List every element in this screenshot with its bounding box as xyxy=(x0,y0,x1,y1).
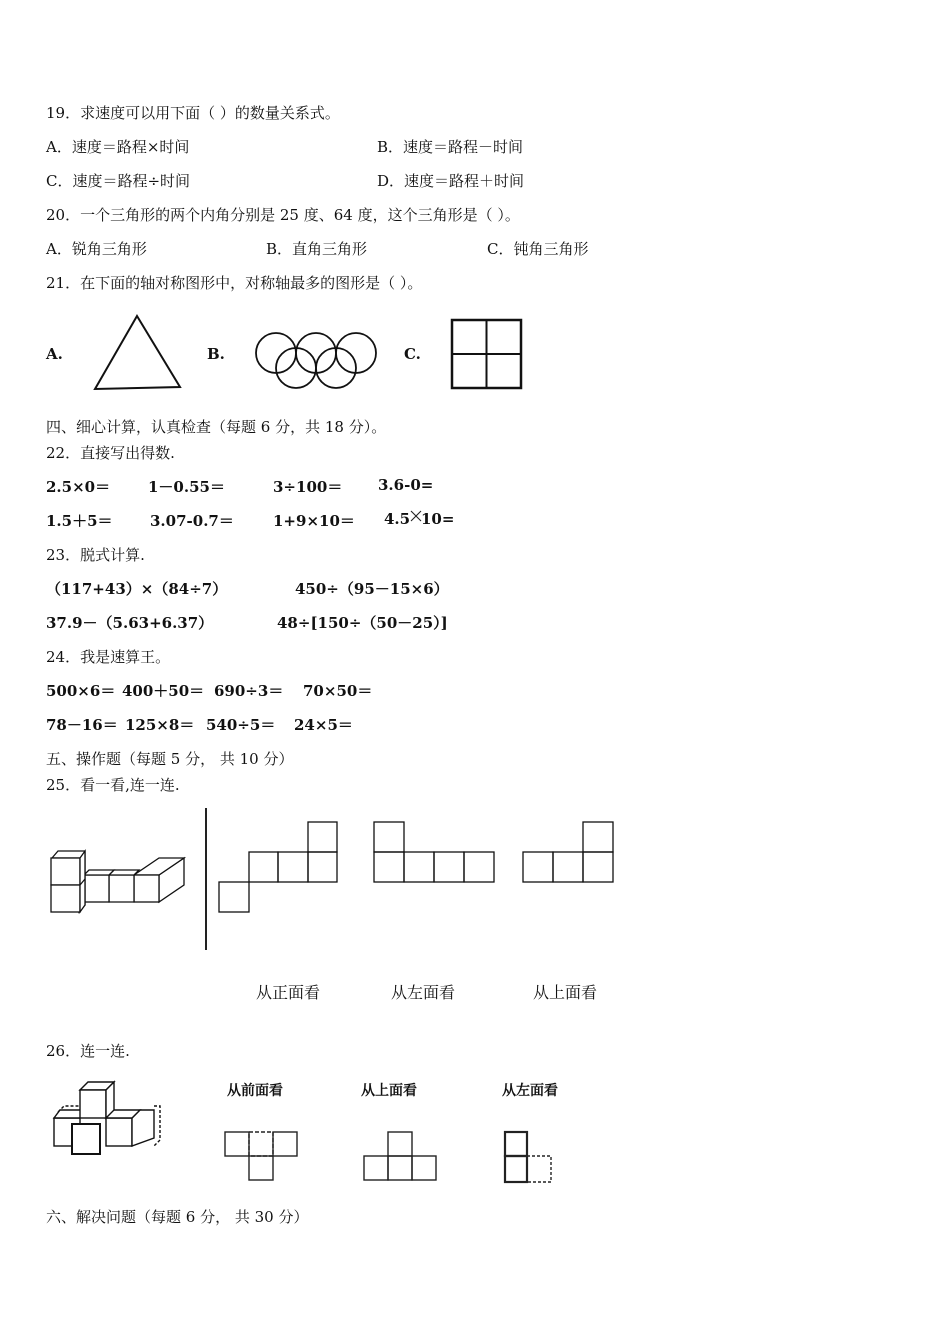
q24-item: 125×8＝ xyxy=(125,716,195,734)
q22-stem: 22．直接写出得数. xyxy=(46,444,175,462)
q26-label-left: 从左面看 xyxy=(502,1083,558,1099)
q24-stem: 24．我是速算王。 xyxy=(46,648,171,666)
q24-item: 540÷5＝ xyxy=(206,716,276,734)
divider-line xyxy=(205,808,207,950)
section-6-heading: 六、解决问题（每题 6 分， 共 30 分） xyxy=(46,1208,309,1226)
view-label-left: 从左面看 xyxy=(391,983,456,1002)
q22-item: 1+9×10＝ xyxy=(273,512,355,530)
q21-stem: 21．在下面的轴对称图形中，对称轴最多的图形是（ ）。 xyxy=(46,274,423,292)
view-label-front: 从正面看 xyxy=(256,983,321,1002)
q23-item: 450÷（95－15×6） xyxy=(295,580,449,598)
q25-stem: 25．看一看,连一连. xyxy=(46,776,180,794)
section-5-heading: 五、操作题（每题 5 分， 共 10 分） xyxy=(46,750,294,768)
q21-option-b-label: B. xyxy=(207,345,225,363)
q21-option-a-label: A. xyxy=(46,345,63,363)
view-shape-3 xyxy=(522,821,616,883)
q22-item: 10= xyxy=(421,510,455,528)
section-4-heading: 四、细心计算，认真检查（每题 6 分，共 18 分）。 xyxy=(46,418,387,436)
q26-view-front xyxy=(224,1130,300,1184)
q19-option-d: D．速度＝路程＋时间 xyxy=(377,172,525,190)
q24-item: 500×6＝ xyxy=(46,682,116,700)
triangle-figure xyxy=(92,313,184,393)
q21-option-c-label: C. xyxy=(404,345,421,363)
q26-stem: 26．连一连. xyxy=(46,1042,130,1060)
square-grid-figure xyxy=(450,318,524,390)
q26-view-left xyxy=(503,1130,555,1184)
q22-item: 1－0.55＝ xyxy=(148,478,225,496)
q26-label-top: 从上面看 xyxy=(361,1083,417,1099)
q24-item: 24×5＝ xyxy=(294,716,353,734)
q24-item: 78－16＝ xyxy=(46,716,118,734)
q24-item: 690÷3＝ xyxy=(214,682,284,700)
q20-option-c: C．钝角三角形 xyxy=(487,240,589,258)
q20-option-a: A．锐角三角形 xyxy=(46,240,147,258)
q19-option-b: B．速度＝路程－时间 xyxy=(377,138,524,156)
olympic-rings-figure xyxy=(252,332,382,392)
q23-item: 48÷[150÷（50－25）] xyxy=(277,614,448,632)
q22-item: 3÷100＝ xyxy=(273,478,343,496)
q20-option-b: B．直角三角形 xyxy=(266,240,368,258)
q23-item: （117+43）×（84÷7） xyxy=(46,580,228,598)
q20-stem: 20．一个三角形的两个内角分别是 25 度、64 度，这个三角形是（ ）。 xyxy=(46,206,520,224)
view-shape-1 xyxy=(219,822,341,914)
q22-item: 4.5 xyxy=(384,510,411,528)
cube-assembly-figure xyxy=(48,848,184,914)
q19-stem: 19．求速度可以用下面（ ）的数量关系式。 xyxy=(46,104,340,122)
q23-item: 37.9－（5.63+6.37） xyxy=(46,614,214,632)
q26-label-front: 从前面看 xyxy=(227,1083,283,1099)
q23-stem: 23．脱式计算. xyxy=(46,546,145,564)
q22-item: 1.5＋5＝ xyxy=(46,512,113,530)
q19-option-a: A．速度＝路程×时间 xyxy=(46,138,190,156)
q22-item: 3.6-0= xyxy=(378,476,434,494)
q19-option-c: C．速度＝路程÷时间 xyxy=(46,172,191,190)
view-shape-2 xyxy=(373,821,497,883)
cube-stack-figure xyxy=(50,1080,162,1160)
q24-item: 400＋50＝ xyxy=(122,682,205,700)
q26-view-top xyxy=(363,1130,439,1184)
view-label-top: 从上面看 xyxy=(533,983,598,1002)
q22-item: 2.5×0＝ xyxy=(46,478,111,496)
q24-item: 70×50＝ xyxy=(303,682,373,700)
q22-item: 3.07-0.7＝ xyxy=(150,512,234,530)
